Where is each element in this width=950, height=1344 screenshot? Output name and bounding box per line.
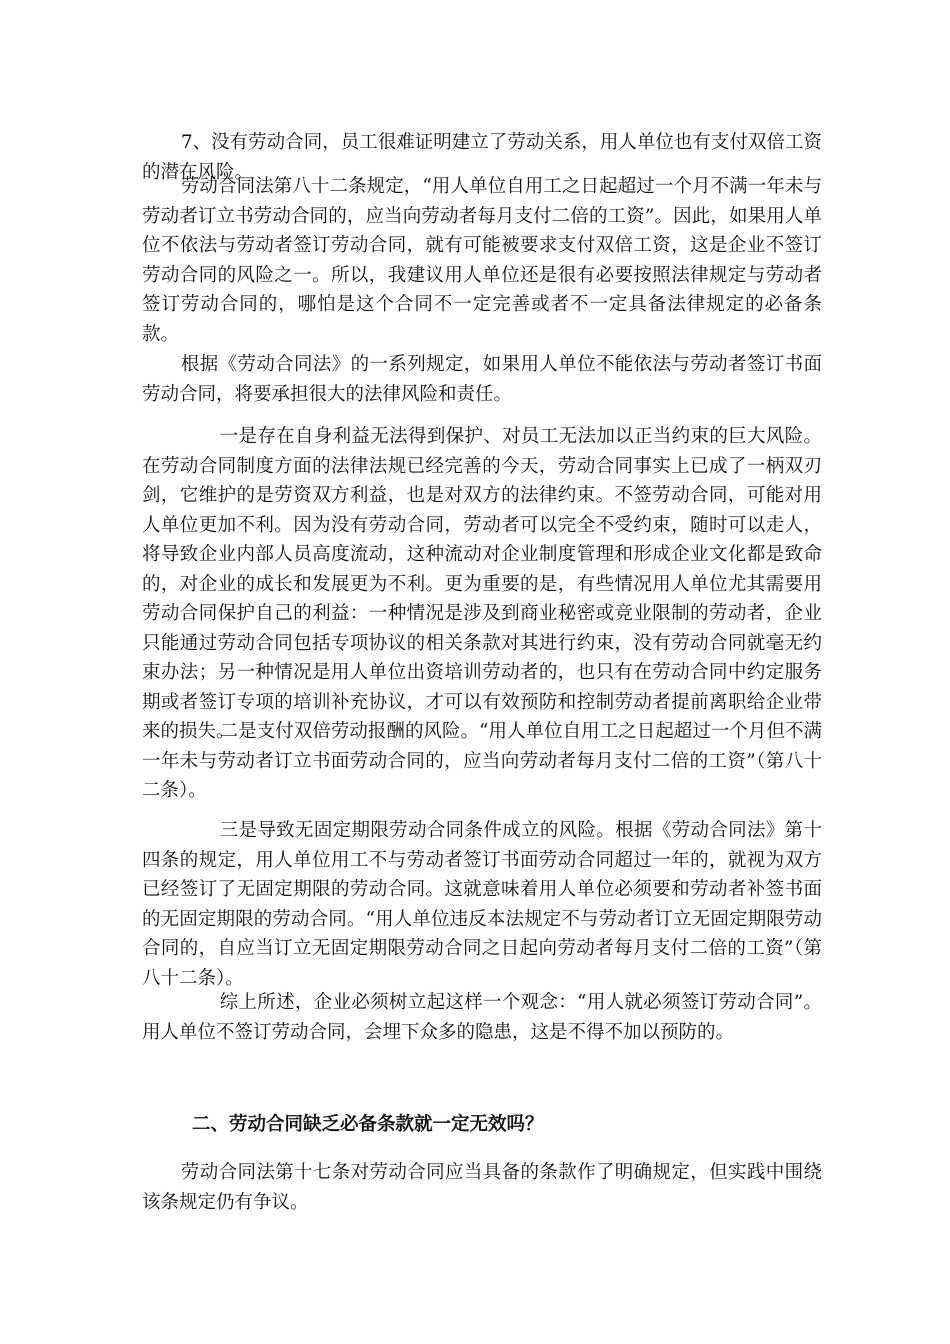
paragraph-summary: 综上所述，企业必须树立起这样一个观念：“用人就必须签订劳动合同”。用人单位不签订劳动合同，会埋下众多的隐患，这是不得不加以预防的。 [142,992,822,1043]
section-heading: 二、劳动合同缺乏必备条款就一定无效吗？ [192,1114,544,1135]
paragraph-article-17: 劳动合同法第十七条对劳动合同应当具备的条款作了明确规定，但实践中围绕该条规定仍有争议。 [142,1162,822,1213]
paragraph-risk-two: 二是支付双倍劳动报酬的风险。“用人单位自用工之日起超过一个月但不满一年未与劳动者订立书面劳动合同的，应当向劳动者每月支付二倍的工资”（第八十二条）。 [142,721,822,801]
paragraph-risk-one: 一是存在自身利益无法得到保护、对员工无法加以正当约束的巨大风险。在劳动合同制度方面的法律法规已经完善的今天，劳动合同事实上已成了一柄双刃剑，它维护的是劳资双方利益，也是对双方的法律约束。不签劳动合同，可能对用人单位更加不利。因为没有劳动合同，劳动者可以完全不受约束，随时可以走人，将导致企业内部人员高度流动，这种流动对企业制度管理和形成企业文化都是致命的，对企业的成长和发展更为不利。更为重要的是，有些情况用人单位尤其需要用劳动合同保护自己的利益：一种情况是涉及到商业秘密或竞业限制的劳动者，企业只能通过劳动合同包括专项协议的相关条款对其进行约束，没有劳动合同就毫无约束办法；另一种情况是用人单位出资培训劳动者的，也只有在劳动合同中约定服务期或者签订专项的培训补充协议，才可以有效预防和控制劳动者提前离职给企业带来的损失。 [142,426,822,742]
paragraph-risk-three: 三是导致无固定期限劳动合同条件成立的风险。根据《劳动合同法》第十四条的规定，用人单位用工不与劳动者签订书面劳动合同超过一年的，就视为双方已经签订了无固定期限的劳动合同。这就意味着用人单位必须要和劳动者补签书面的无固定期限的劳动合同。“用人单位违反本法规定不与劳动者订立无固定期限劳动合同的，自应当订立无固定期限劳动合同之日起向劳动者每月支付二倍的工资”（第八十二条）。 [142,820,822,989]
paragraph-legal-risk-intro: 根据《劳动合同法》的一系列规定，如果用人单位不能依法与劳动者签订书面劳动合同，将要承担很大的法律风险和责任。 [142,354,822,405]
paragraph-article-82: 劳动合同法第八十二条规定，“用人单位自用工之日起超过一个月不满一年未与劳动者订立书劳动合同的，应当向劳动者每月支付二倍的工资”。因此，如果用人单位不依法与劳动者签订劳动合同，就有可能被要求支付双倍工资，这是企业不签订劳动合同的风险之一。所以，我建议用人单位还是很有必要按照法律规定与劳动者签订劳动合同的，哪怕是这个合同不一定完善或者不一定具备法律规定的必备条款。 [142,176,822,345]
paragraph-no-contract-risk: 7、没有劳动合同，员工很难证明建立了劳动关系，用人单位也有支付双倍工资的潜在风险。 [142,132,822,183]
